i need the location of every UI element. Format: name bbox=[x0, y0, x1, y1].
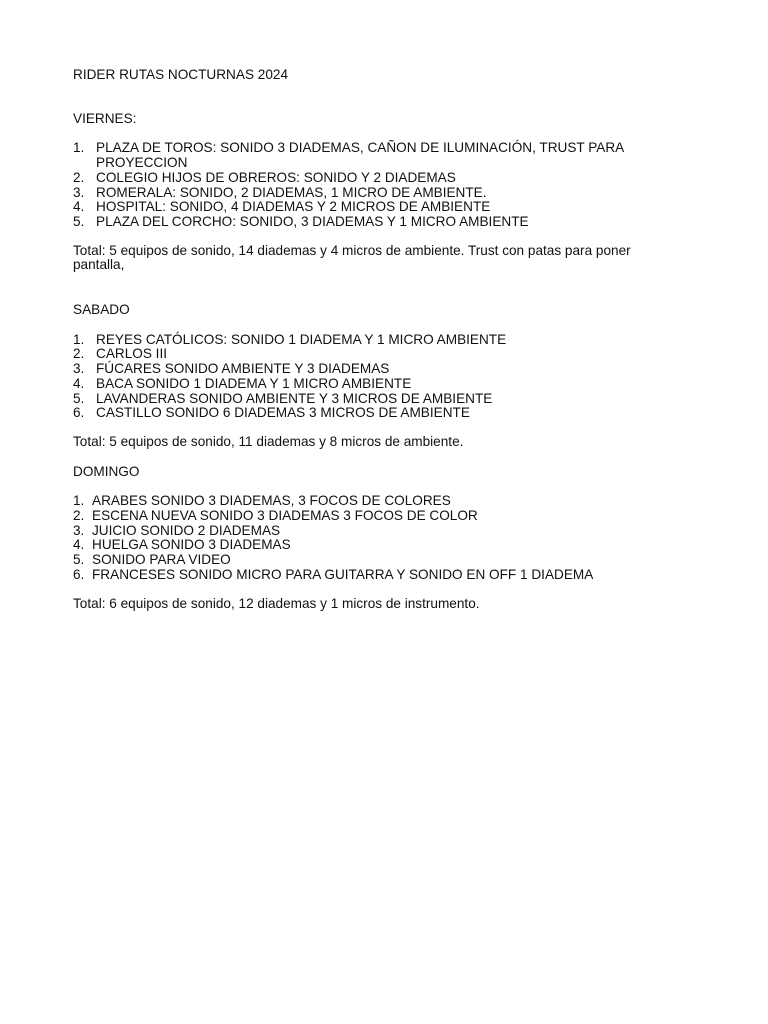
item-number: 4. bbox=[73, 199, 85, 215]
item-text: ARABES SONIDO 3 DIADEMAS, 3 FOCOS DE COLORES bbox=[92, 493, 451, 509]
section-total bbox=[73, 597, 693, 612]
section-domingo bbox=[73, 465, 693, 612]
item-text: JUICIO SONIDO 2 DIADEMAS bbox=[92, 522, 281, 538]
item-number: 1. bbox=[73, 331, 85, 347]
list-item bbox=[73, 392, 693, 407]
item-text: ESCENA NUEVA SONIDO 3 DIADEMAS 3 FOCOS DE COLOR bbox=[92, 508, 478, 524]
item-text: FÚCARES SONIDO AMBIENTE Y 3 DIADEMAS bbox=[96, 361, 390, 377]
item-text: REYES CATÓLICOS: SONIDO 1 DIADEMA Y 1 MICRO AMBIENTE bbox=[96, 331, 507, 347]
item-number: 5. bbox=[73, 552, 85, 568]
list-item bbox=[73, 568, 693, 583]
item-number: 6. bbox=[73, 566, 85, 582]
item-text: COLEGIO HIJOS DE OBREROS: SONIDO Y 2 DIADEMAS bbox=[96, 169, 456, 185]
list-item bbox=[73, 553, 693, 568]
document-page bbox=[73, 68, 693, 611]
item-text: CARLOS III bbox=[96, 346, 168, 362]
item-number: 5. bbox=[73, 213, 85, 229]
list-item bbox=[73, 362, 693, 377]
section-viernes bbox=[73, 112, 693, 273]
list-item bbox=[73, 509, 693, 524]
item-number: 1. bbox=[73, 493, 85, 509]
section-heading: SABADO bbox=[73, 302, 130, 318]
list-item bbox=[73, 141, 693, 170]
item-text: PLAZA DEL CORCHO: SONIDO, 3 DIADEMAS Y 1 MICRO AMBIENTE bbox=[96, 213, 529, 229]
list-item bbox=[73, 406, 693, 421]
list-item bbox=[73, 377, 693, 392]
item-text: LAVANDERAS SONIDO AMBIENTE Y 3 MICROS DE AMBIENTE bbox=[96, 390, 493, 406]
item-number: 5. bbox=[73, 390, 85, 406]
item-text: HUELGA SONIDO 3 DIADEMAS bbox=[92, 537, 291, 553]
list-item bbox=[73, 538, 693, 553]
item-text: BACA SONIDO 1 DIADEMA Y 1 MICRO AMBIENTE bbox=[96, 375, 412, 391]
section-total bbox=[73, 244, 693, 273]
item-text: PLAZA DE TOROS: SONIDO 3 DIADEMAS, CAÑON DE ILUMINACIÓN, TRUST PARA PROYECCION bbox=[96, 140, 624, 171]
item-list bbox=[73, 333, 693, 421]
item-number: 3. bbox=[73, 522, 85, 538]
item-number: 2. bbox=[73, 346, 85, 362]
list-item bbox=[73, 494, 693, 509]
item-list bbox=[73, 494, 693, 582]
item-text: SONIDO PARA VIDEO bbox=[92, 552, 231, 568]
item-text: FRANCESES SONIDO MICRO PARA GUITARRA Y SONIDO EN OFF 1 DIADEMA bbox=[92, 566, 594, 582]
document-title: RIDER RUTAS NOCTURNAS 2024 bbox=[73, 67, 289, 82]
section-sabado bbox=[73, 303, 693, 450]
list-item bbox=[73, 347, 693, 362]
item-number: 1. bbox=[73, 140, 85, 156]
list-item bbox=[73, 215, 693, 230]
section-total bbox=[73, 435, 693, 450]
section-heading: VIERNES: bbox=[73, 110, 137, 126]
total-text: Total: 6 equipos de sonido, 12 diademas y 1 micros de instrumento. bbox=[73, 595, 480, 611]
list-item bbox=[73, 333, 693, 348]
item-number: 2. bbox=[73, 169, 85, 185]
list-item bbox=[73, 171, 693, 186]
item-number: 2. bbox=[73, 508, 85, 524]
item-number: 3. bbox=[73, 361, 85, 377]
section-heading: DOMINGO bbox=[73, 463, 140, 479]
item-list bbox=[73, 141, 693, 229]
item-text: HOSPITAL: SONIDO, 4 DIADEMAS Y 2 MICROS DE AMBIENTE bbox=[96, 199, 491, 215]
item-number: 4. bbox=[73, 375, 85, 391]
total-text: Total: 5 equipos de sonido, 14 diademas y 4 micros de ambiente. Trust con patas para poner pantalla, bbox=[73, 242, 631, 273]
item-text: ROMERALA: SONIDO, 2 DIADEMAS, 1 MICRO DE AMBIENTE. bbox=[96, 184, 487, 200]
item-text: CASTILLO SONIDO 6 DIADEMAS 3 MICROS DE AMBIENTE bbox=[96, 405, 470, 421]
item-number: 3. bbox=[73, 184, 85, 200]
list-item bbox=[73, 200, 693, 215]
item-number: 4. bbox=[73, 537, 85, 553]
total-text: Total: 5 equipos de sonido, 11 diademas y 8 micros de ambiente. bbox=[73, 433, 464, 449]
list-item bbox=[73, 186, 693, 201]
list-item bbox=[73, 524, 693, 539]
item-number: 6. bbox=[73, 405, 85, 421]
